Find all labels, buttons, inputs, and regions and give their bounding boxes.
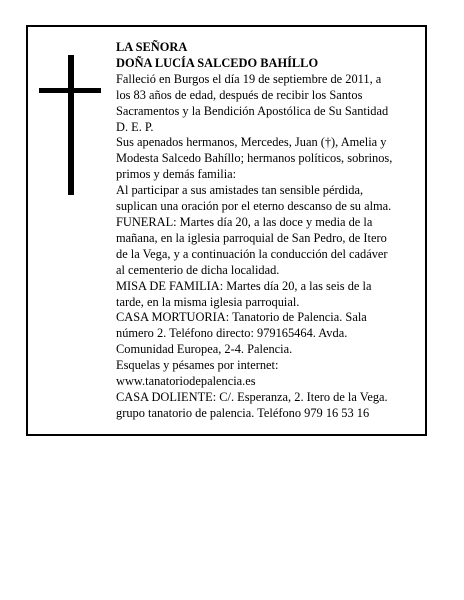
funeral-line: al cementerio de dicha localidad. [116,262,280,277]
cross-vertical-bar [68,55,74,195]
cross-icon [39,55,119,195]
death-announcement-line: los 83 años de edad, después de recibir los Santos [116,87,363,102]
funeral-line: mañana, en la iglesia parroquial de San Pedro, de Itero [116,230,387,245]
family-line: Modesta Salcedo Bahíllo; hermanos políticos, sobrinos, [116,151,393,166]
mortuary-line: número 2. Teléfono directo: 979165464. Avda. [116,326,348,341]
mortuary-line: CASA MORTUORIA: Tanatorio de Palencia. Sala [116,310,367,325]
family-mass-line: tarde, en la misma iglesia parroquial. [116,294,300,309]
funeral-line: FUNERAL: Martes día 20, a las doce y media de la [116,214,373,229]
website-link[interactable]: www.tanatoriodepalencia.es [116,374,256,389]
family-line: Sus apenados hermanos, Mercedes, Juan (†), Amelia y [116,135,387,150]
mourning-house-line: CASA DOLIENTE: C/. Esperanza, 2. Itero de la Vega. [116,389,388,404]
contact-line: grupo tanatorio de palencia. Teléfono 979 16 53 16 [116,405,370,420]
family-line: primos y demás familia: [116,167,237,182]
death-announcement-line: Sacramentos y la Bendición Apostólica de Su Santidad [116,103,389,118]
request-line: suplican una oración por el eterno descanso de su alma. [116,199,392,214]
cross-horizontal-bar [39,88,101,93]
notice-text [116,40,416,422]
internet-condolences-line: Esquelas y pésames por internet: [116,358,279,373]
death-announcement-line: Falleció en Burgos el día 19 de septiembre de 2011, a [116,71,382,86]
mortuary-line: Comunidad Europea, 2-4. Palencia. [116,342,293,357]
obituary-notice [26,25,427,436]
notice-heading: LA SEÑORA [116,40,188,54]
deceased-name: DOÑA LUCÍA SALCEDO BAHÍLLO [116,55,319,70]
funeral-line: de la Vega, y a continuación la conducción del cadáver [116,246,388,261]
request-line: Al participar a sus amistades tan sensible pérdida, [116,183,364,198]
rip-line: D. E. P. [116,119,154,134]
family-mass-line: MISA DE FAMILIA: Martes día 20, a las seis de la [116,278,372,293]
